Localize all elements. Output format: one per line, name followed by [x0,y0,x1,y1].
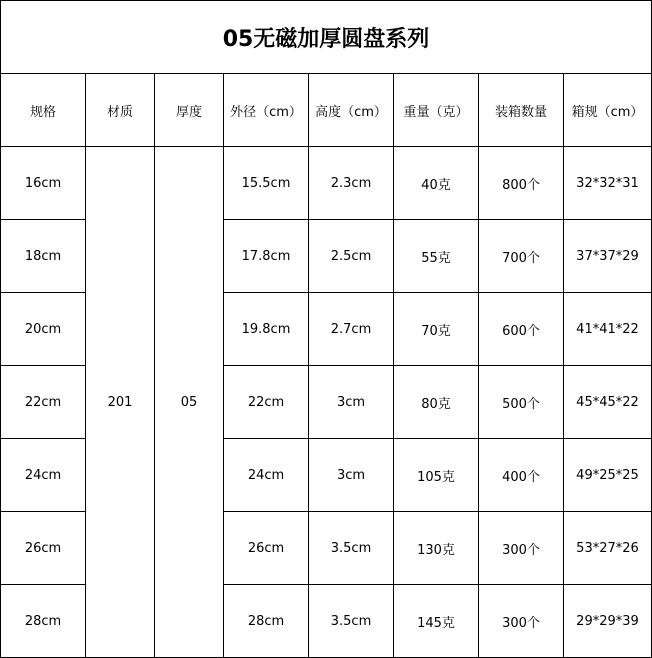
header-material: 材质 [86,74,155,147]
cell-weight: 70克 [394,293,479,366]
cell-weight: 145克 [394,585,479,658]
cell-weight: 130克 [394,512,479,585]
cell-box-quantity: 800个 [479,147,564,220]
cell-box-quantity: 300个 [479,512,564,585]
cell-weight: 105克 [394,439,479,512]
cell-outer-diameter: 24cm [224,439,309,512]
cell-outer-diameter: 15.5cm [224,147,309,220]
cell-box-size: 53*27*26 [564,512,652,585]
cell-spec: 20cm [1,293,86,366]
header-row [1,74,652,147]
cell-spec: 26cm [1,512,86,585]
cell-box-size: 45*45*22 [564,366,652,439]
cell-box-size: 49*25*25 [564,439,652,512]
cell-height: 2.5cm [309,220,394,293]
cell-box-quantity: 300个 [479,585,564,658]
header-outer-diameter: 外径（cm） [224,74,309,147]
cell-spec: 24cm [1,439,86,512]
cell-box-size: 41*41*22 [564,293,652,366]
cell-box-quantity: 500个 [479,366,564,439]
cell-box-size: 37*37*29 [564,220,652,293]
cell-weight: 55克 [394,220,479,293]
cell-height: 3cm [309,366,394,439]
cell-height: 2.3cm [309,147,394,220]
header-thickness: 厚度 [155,74,224,147]
cell-spec: 16cm [1,147,86,220]
cell-box-quantity: 700个 [479,220,564,293]
cell-height: 3.5cm [309,512,394,585]
cell-outer-diameter: 22cm [224,366,309,439]
cell-material: 201 [86,147,155,658]
cell-height: 3.5cm [309,585,394,658]
table-row [1,147,652,220]
cell-spec: 28cm [1,585,86,658]
cell-spec: 22cm [1,366,86,439]
cell-height: 2.7cm [309,293,394,366]
cell-outer-diameter: 17.8cm [224,220,309,293]
cell-spec: 18cm [1,220,86,293]
cell-box-quantity: 400个 [479,439,564,512]
cell-height: 3cm [309,439,394,512]
cell-thickness: 05 [155,147,224,658]
cell-outer-diameter: 19.8cm [224,293,309,366]
cell-box-size: 29*29*39 [564,585,652,658]
cell-weight: 80克 [394,366,479,439]
cell-outer-diameter: 26cm [224,512,309,585]
cell-weight: 40克 [394,147,479,220]
header-spec: 规格 [1,74,86,147]
header-box-quantity: 装箱数量 [479,74,564,147]
header-box-size: 箱规（cm） [564,74,652,147]
table-title: 05无磁加厚圆盘系列 [1,1,652,74]
cell-outer-diameter: 28cm [224,585,309,658]
header-weight: 重量（克） [394,74,479,147]
cell-box-size: 32*32*31 [564,147,652,220]
cell-box-quantity: 600个 [479,293,564,366]
header-height: 高度（cm） [309,74,394,147]
